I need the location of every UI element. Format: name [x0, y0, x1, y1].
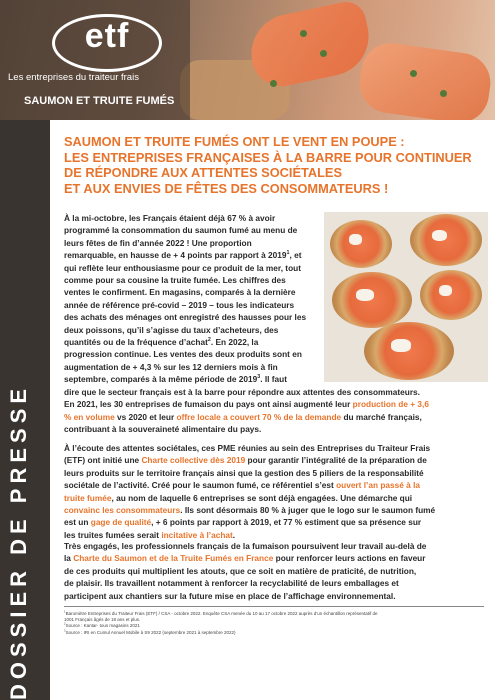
- headline-line-3: DE RÉPONDRE AUX ATTENTES SOCIÉTALES: [64, 165, 343, 180]
- header-title: SAUMON ET TRUITE FUMÉS: [24, 95, 175, 107]
- paragraph-1-continued: dire que le secteur français est à la barre pour répondre aux attentes des consommateurs. En 2021, les 30 entreprises de fumaison du pays ont ainsi augmenté leur production de + 3,6 % en volume vs 2020 et leur offre locale a couvert 70 % de la demande du marché français, contribuant à la souveraineté alimentaire du pays.: [64, 387, 429, 435]
- footnotes: $^1$Baromètre Entreprises du Traiteur Frais (ETF) / CSA - octobre 2022. Enquête CSA menée du 10 au 17 octobre 2022 auprès d’un échantillon représentatif de 1001 Français âgés de 18 ans et plus. $^2$Source : Kantar- tous magasins 2021 $^3$Source : IRI en Cumul Annuel Mobile à S9 2022 (septembre 2021 à septembre 2022): [64, 606, 484, 636]
- salmon-image-2: [356, 39, 494, 120]
- logo-subtitle: Les entreprises du traiteur frais: [8, 72, 139, 83]
- sidebar: [0, 120, 50, 700]
- tartines-photo: [324, 212, 488, 382]
- header-banner: [0, 0, 495, 120]
- headline-line-4: ET AUX ENVIES DE FÊTES DES CONSOMMATEURS !: [64, 180, 389, 196]
- paragraph-1: À la mi-octobre, les Français étaient déjà 67 % à avoir programmé la consommation du saumon fumé au menu de leurs fêtes de fin d’année 2022 ! Une proportion remarquable, en hausse de + 4 points par rapport à 2019$^1$, et qui reflète leur enthousiasme pour ce produit de la mer, tout comme pour sa cousine la truite fumée. Les chiffres des ventes le confirment. En magasins, comparés à la dernière année de référence pré-covid – 2019 – tous les indicateurs des achats des ménages ont enregistré des hausses pour les deux poissons, qu’il s’agisse du taux d’acheteurs, des quantités ou de la fréquence d’achat$^2$. En 2022, la progression continue. Les ventes des deux produits sont en augmentation de + 4,3 % sur les 12 derniers mois à fin septembre, comparés à la même période de 2019$^3$. Il faut: [64, 213, 307, 385]
- logo-text: etf: [84, 17, 130, 55]
- headline-line-2: LES ENTREPRISES FRANÇAISES À LA BARRE POUR CONTINUER: [64, 149, 472, 165]
- paragraph-2: À l’écoute des attentes sociétales, ces PME réunies au sein des Entreprises du Traiteur Frais (ETF) ont initié une Charte collective dès 2019 pour garantir l’intégralité de la préparation de leurs produits sur le territoire français ainsi que la gestion des 5 piliers de la responsabilité sociétale de l’activité. Créé pour le saumon fumé, ce référentiel s’est ouvert l’an passé à la truite fumée, au nom de laquelle 6 entreprises se sont déjà engagées. Une démarche qui convainc les consommateurs. Ils sont désormais 80 % à juger que le logo sur le saumon fumé est un gage de qualité, + 6 points par rapport à 2019, et 77 % estiment que sa présence sur les truites fumées serait incitative à l’achat.: [64, 443, 436, 540]
- salmon-image: [244, 0, 376, 92]
- sidebar-label: DOSSIER DE PRESSE: [6, 383, 31, 700]
- headline: [64, 134, 484, 196]
- headline-line-1: SAUMON ET TRUITE FUMÉS ONT LE VENT EN POUPE :: [64, 134, 405, 149]
- paragraph-3: Très engagés, les professionnels français de la fumaison poursuivent leur travail au-delà de la Charte du Saumon et de la Truite Fumés en France pour renforcer leurs actions en faveur de ces produits qui multiplient les atouts, que ce soit en matière de praticité, de nutrition, de plaisir. Ils travaillent notamment à renforcer la recyclabilité de leurs emballages et participent aux chantiers sur la future mise en place de l’affichage environnemental.: [64, 541, 427, 601]
